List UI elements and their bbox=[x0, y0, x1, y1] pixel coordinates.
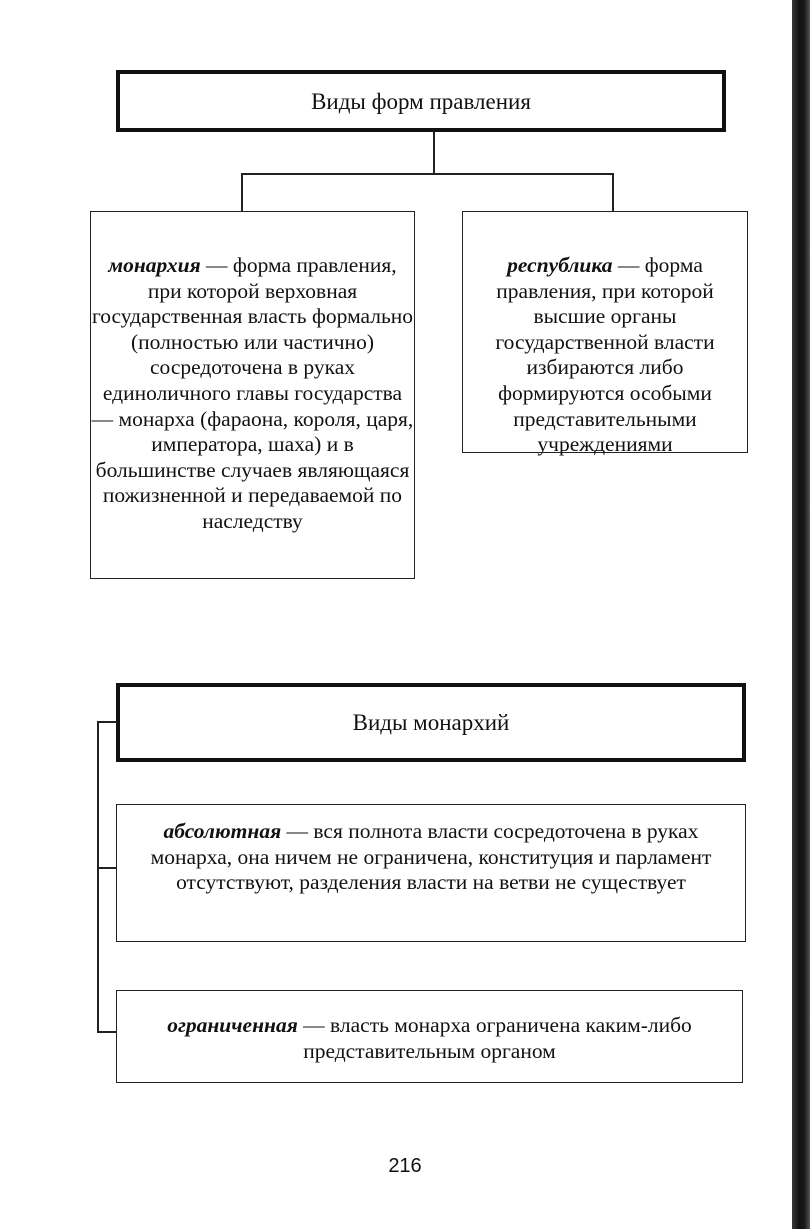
page-number: 216 bbox=[388, 1155, 422, 1177]
types-of-monarchy-title: Виды монархий bbox=[352, 710, 510, 735]
republic-definition-text: — форма правления, при которой высшие органы государственной власти избираются либо формируются особыми представительными учреждениями bbox=[495, 253, 715, 457]
bracket-to-absolute bbox=[97, 867, 117, 869]
book-edge bbox=[792, 0, 810, 1229]
bracket-top bbox=[97, 721, 117, 723]
limited-monarchy-term: ограниченная bbox=[167, 1013, 298, 1037]
limited-monarchy-box bbox=[116, 990, 743, 1083]
absolute-monarchy-term: абсолютная bbox=[163, 819, 282, 843]
absolute-monarchy-box bbox=[116, 804, 746, 942]
republic-term: республика bbox=[507, 253, 613, 277]
bracket-to-limited bbox=[97, 1031, 117, 1033]
monarchy-term: монархия bbox=[108, 253, 201, 277]
types-of-monarchy-header bbox=[116, 683, 746, 762]
monarchy-definition-text: — форма правления, при которой верховная государственная власть формально (полностью или частично) сосредоточена в руках единоличного главы государства — монарха (фараона, короля, царя, императора, шаха) и в большинстве случаев являющаяся пожизненной и передаваемой по наследству bbox=[91, 253, 414, 533]
limited-monarchy-definition bbox=[137, 1013, 722, 1064]
limited-monarchy-definition-text: — власть монарха ограничена каким-либо представительным органом bbox=[297, 1013, 692, 1063]
republic-definition bbox=[475, 253, 735, 458]
bracket-vertical bbox=[97, 721, 99, 1032]
absolute-monarchy-definition bbox=[129, 819, 733, 896]
connector-to-monarchy bbox=[241, 173, 243, 212]
forms-of-government-header bbox=[116, 70, 726, 132]
forms-of-government-title: Виды форм правления bbox=[311, 88, 531, 114]
republic-box bbox=[462, 211, 748, 457]
monarchy-definition bbox=[91, 253, 414, 535]
connector-to-republic bbox=[612, 173, 614, 212]
absolute-monarchy-definition-text: — вся полнота власти сосредоточена в руках монарха, она ничем не ограничена, конституция и парламент отсутствуют, разделения власти на ветви не существует bbox=[150, 819, 712, 895]
monarchy-box bbox=[90, 211, 415, 579]
connector-horizontal bbox=[241, 173, 613, 175]
connector-vertical-top bbox=[433, 132, 435, 174]
